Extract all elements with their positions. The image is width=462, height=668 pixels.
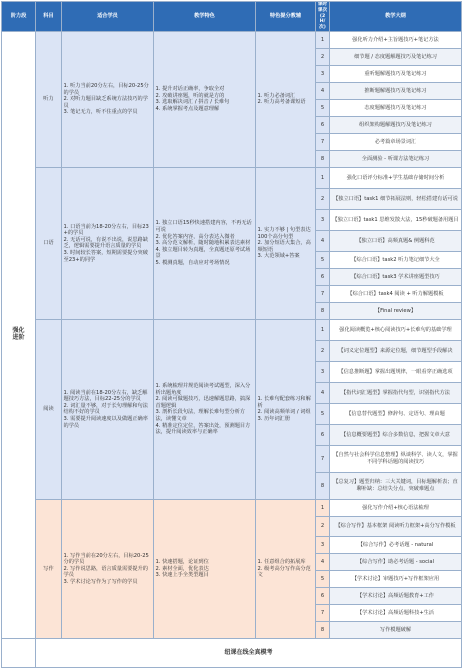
lesson-topic: 【独立口语】高频真题& 例题科范 xyxy=(330,230,462,251)
lesson-number: 5 xyxy=(316,570,330,587)
lesson-number: 4 xyxy=(316,553,330,570)
header-materials: 特色提分教辅 xyxy=(256,2,316,32)
stage-cell: 强化 进阶 xyxy=(2,31,36,638)
lesson-topic: 【综合写作】必考话题 - natural xyxy=(330,536,462,553)
lesson-number: 1 xyxy=(316,319,330,340)
students-cell: 1. 听力当前20分左右，目标20-25分的学员 2. 对听力题目缺乏系统方法技巧的学员 3. 笔记无力，听不住重点的学员 xyxy=(62,31,154,167)
lesson-topic: 细节题 / 态度题解题技巧及笔记练习 xyxy=(330,48,462,65)
subject-cell: 写作 xyxy=(36,499,62,638)
features-cell: 1. 快速搭题，论证到位 2. 素材全面，优化表达 3. 快速上手全类型题目 xyxy=(154,499,256,638)
footer-blank xyxy=(2,638,36,667)
lesson-topic: 强化写作介绍+核心语法梳理 xyxy=(330,499,462,516)
lesson-number: 6 xyxy=(316,116,330,133)
header-subject: 科目 xyxy=(36,2,62,32)
lesson-number: 1 xyxy=(316,31,330,48)
lesson-topic: 重听题解题技巧及笔记练习 xyxy=(330,65,462,82)
curriculum-page xyxy=(1,1,461,656)
lesson-number: 4 xyxy=(316,82,330,99)
lesson-number: 3 xyxy=(316,361,330,382)
lesson-topic: 必考篇章场景词汇 xyxy=(330,133,462,150)
header-students: 适合学员 xyxy=(62,2,154,32)
students-cell: 1. 写作当前在20分左右，目标20-25分的学员 2. 写作说思路，语言质量需要提升的学员 3. 学术讨论写作为了写作的学员 xyxy=(62,499,154,638)
lesson-number: 2 xyxy=(316,516,330,536)
header-features: 教学特色 xyxy=(154,2,256,32)
lesson-number: 6 xyxy=(316,268,330,285)
lesson-topic: 强化口语评分标准+学生基础存储时间分析 xyxy=(330,167,462,188)
curriculum-body xyxy=(2,31,462,667)
lesson-topic: 【自然与社会科学信息整理】纵谈科学、读人文，掌握不同学科话题的阅读技巧 xyxy=(330,445,462,472)
lesson-row xyxy=(2,319,462,340)
lesson-topic: 【词义定位题型】来源定位题，细节题型手段解决 xyxy=(330,340,462,361)
lesson-topic: 写作模题破解 xyxy=(330,621,462,638)
lesson-topic: 【独立口语】task1 细节拓展法则，轻松搭建有话可说 xyxy=(330,188,462,209)
lesson-topic: 【综合口语】task3 学术讲座题型技巧 xyxy=(330,268,462,285)
subject-cell: 口语 xyxy=(36,167,62,319)
lesson-number: 8 xyxy=(316,472,330,499)
lesson-topic: 组织架构题解题技巧及笔记练习 xyxy=(330,116,462,133)
lesson-number: 7 xyxy=(316,133,330,150)
lesson-topic: 【指代词汇题型】掌握指代句型，识别指代方法 xyxy=(330,382,462,403)
lesson-topic: 【学术讨论】高频话题科技+生活 xyxy=(330,604,462,621)
lesson-number: 7 xyxy=(316,285,330,302)
footer-row xyxy=(2,638,462,667)
lesson-number: 5 xyxy=(316,403,330,424)
lesson-topic: 【学术讨论】高频话题教育+工作 xyxy=(330,587,462,604)
lesson-topic: 【总复习】题型归纳：三大关键词，目标题解析表；直聊补缺：总结失分点，突破难题点 xyxy=(330,472,462,499)
header-outline: 教学大纲 xyxy=(330,2,462,32)
lesson-number: 1 xyxy=(316,499,330,516)
header-stage: 阶力段 xyxy=(2,2,36,32)
curriculum-table xyxy=(1,1,462,668)
lesson-number: 3 xyxy=(316,65,330,82)
header-lessons: 课时课次 (2H/次) xyxy=(316,2,330,32)
lesson-topic: 强化听力介绍+主旨题技巧+笔记方法 xyxy=(330,31,462,48)
materials-cell: 1. 长难句配套练习和解析 2. 阅读高频单词 / 词组 3. 历年词汇册 xyxy=(256,319,316,499)
lesson-number: 2 xyxy=(316,188,330,209)
lesson-number: 7 xyxy=(316,604,330,621)
lesson-topic: 推断题解题技巧及笔记练习 xyxy=(330,82,462,99)
lesson-number: 4 xyxy=(316,382,330,403)
lesson-number: 5 xyxy=(316,251,330,268)
lesson-topic: 【学术讨论】审题技巧+写作框架应用 xyxy=(330,570,462,587)
subject-cell: 听力 xyxy=(36,31,62,167)
students-cell: 1. 阅读当前在18-20分左右，缺乏解题技巧方法，目标22-25分的学员 2. 词汇量不够，对于长句理解和句法结构不好的学员 3. 需要提升阅读速度以及做题正确率的学员 xyxy=(62,319,154,499)
students-cell: 1. 口语当前为18-20分左右，目标23+的学员 2. 无话可说，有说不出说，说思路缺乏，逻辑需要提升语言质量的学员 3. 时间较长答案，短期需要提分突破至23+的同学 xyxy=(62,167,154,319)
features-cell: 1. 提升对话正确率，争取全对 2. 攻破讲座题，听的就是方的 3. 选取解决词汇 / 拼音 / 长难句 4. 系统掌握考点及题意理解 xyxy=(154,31,256,167)
lesson-topic: 【信息推断题】掌握出题规律，一眼看穿正确选项 xyxy=(330,361,462,382)
lesson-number: 8 xyxy=(316,302,330,319)
lesson-number: 6 xyxy=(316,424,330,445)
footer-mock-exam: 纽课在线全真模考 xyxy=(36,638,462,667)
lesson-row xyxy=(2,31,462,48)
features-cell: 1. 独立口语15秒快速搭建内容，不再无话可说 2. 优化答案内容，高分表达入微者 3. 高分范文解析，随时随地积累表达素材 4. 独立题目转为真题，全真题还原考试场景 5. 模测真题，自动应对考场情况 xyxy=(154,167,256,319)
lesson-topic: 【信息概要题型】综合多数信息，把握文章大意 xyxy=(330,424,462,445)
features-cell: 1. 系统梳理并规范阅读考试题型，深入分析出题角度 2. 阅读可做题技巧，迅速解题思路，搞深首题逻辑 3. 剖析长段句法，理解长难句型分析方法，读懂文章 4. 精准定位定位，答案出处，预测题目方法，提升阅读效率与正确率 xyxy=(154,319,256,499)
subject-cell: 阅读 xyxy=(36,319,62,499)
lesson-number: 2 xyxy=(316,48,330,65)
lesson-topic: 【综合口语】task2 听力笔记细节大全 xyxy=(330,251,462,268)
lesson-number: 1 xyxy=(316,167,330,188)
lesson-number: 3 xyxy=(316,536,330,553)
lesson-topic: 【信息替代题型】修辞句、定语句、理由题 xyxy=(330,403,462,424)
lesson-topic: 全面测验 - 听课方法笔记练习 xyxy=(330,150,462,167)
materials-cell: 1. 任意组合的拓展库 2. 级考高分写作高分范文 xyxy=(256,499,316,638)
lesson-number: 7 xyxy=(316,445,330,472)
lesson-topic: 【独立口语】task1 思维发散大法，15秒破题备用题目 xyxy=(330,209,462,230)
header-row xyxy=(2,2,462,32)
lesson-number: 4 xyxy=(316,230,330,251)
lesson-topic: 【综合口语】task4 阅读 + 听力解题模板 xyxy=(330,285,462,302)
lesson-topic: 【综合写作】基本框架 阅读听力框架+高分写作模板 xyxy=(330,516,462,536)
lesson-number: 2 xyxy=(316,340,330,361)
materials-cell: 1. 实力不够 | 句型表达100个高分句型 2. 加分短语大集合，高频短语 3. 大范领域+答案 xyxy=(256,167,316,319)
lesson-number: 8 xyxy=(316,150,330,167)
lesson-number: 5 xyxy=(316,99,330,116)
lesson-number: 6 xyxy=(316,587,330,604)
lesson-number: 3 xyxy=(316,209,330,230)
materials-cell: 1. 听力必备词汇 2. 听力高考备课短语 xyxy=(256,31,316,167)
lesson-topic: 态度题解题技巧及笔记练习 xyxy=(330,99,462,116)
lesson-topic: 【综合写作】助必考话题 - social xyxy=(330,553,462,570)
lesson-topic: 【Final review】 xyxy=(330,302,462,319)
lesson-row xyxy=(2,499,462,516)
lesson-number: 8 xyxy=(316,621,330,638)
lesson-topic: 强化阅读概览+核心阅读技巧+长难句的基础学理 xyxy=(330,319,462,340)
lesson-row xyxy=(2,167,462,188)
